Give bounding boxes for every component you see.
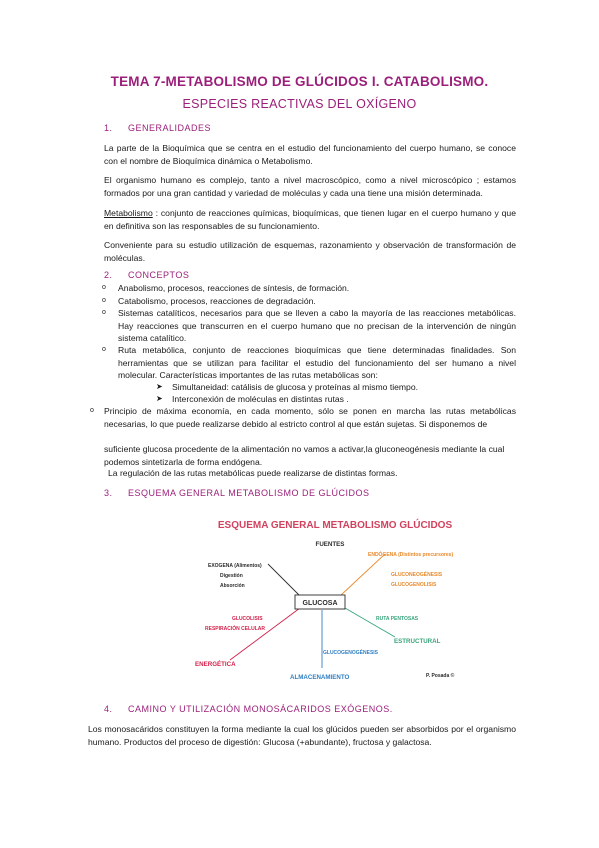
label-glucolisis: GLUCOLISIS — [232, 616, 263, 622]
section-title: ESQUEMA GENERAL METABOLISMO DE GLÚCIDOS — [128, 488, 370, 498]
paragraph: La parte de la Bioquímica que se centra en el estudio del funcionamiento del cuerpo humano, se conoce con el nombre de Bioquímica dinámica o Metabolismo. — [104, 143, 516, 166]
bullet-icon: o — [102, 297, 106, 304]
bullet-icon: o — [90, 407, 94, 414]
paragraph: El organismo humano es complejo, tanto a nivel macroscópico, como a nivel microscópico ; estamos formados por una gran cantidad y variedad de moléculas y cada una tiene una misión determinada. — [104, 175, 516, 198]
metabolism-diagram — [190, 512, 480, 687]
arrow-estructural — [345, 608, 395, 637]
label-gluconeogenesis: GLUCONEOGÉNESIS — [391, 572, 443, 578]
label-glucogenogenesis: GLUCOGENOGÉNESIS — [323, 650, 379, 656]
term-metabolismo: Metabolismo — [104, 208, 153, 218]
paragraph-metabolismo — [104, 207, 516, 232]
section-3-heading — [104, 488, 370, 498]
credit-text: P. Posada © — [426, 673, 455, 679]
label-fuentes: FUENTES — [315, 541, 345, 548]
section-title: CAMINO Y UTILIZACIÓN MONOSÁCARIDOS EXÓGENOS. — [128, 704, 393, 714]
bullet-icon: o — [102, 284, 106, 291]
section-number: 2. — [104, 270, 113, 280]
definition-text: : conjunto de reacciones químicas, bioquímicas, que tienen lugar en el cuerpo humano y que en definitiva son las responsables de su funcionamiento. — [104, 208, 516, 231]
label-estructural: ESTRUCTURAL — [394, 638, 441, 645]
section-4-heading — [104, 704, 393, 714]
label-exogena: EXOGENA (Alimentos) — [208, 563, 262, 569]
section-number: 3. — [104, 488, 113, 498]
label-absorcion: Absorción — [220, 583, 245, 589]
section-1-heading — [104, 123, 211, 133]
label-ruta-pentosas: RUTA PENTOSAS — [376, 616, 419, 622]
label-energetica: ENERGÉTICA — [195, 661, 236, 668]
paragraph: Los monosacáridos constituyen la forma mediante la cual los glúcidos pueden ser absorbidos por el organismo humano. Productos del proceso de digestión: Glucosa (+abundante), fructosa y galactosa. — [88, 724, 516, 747]
section-title: GENERALIDADES — [128, 123, 212, 133]
label-endogena: ENDÓGENA (Distintos precursores) — [368, 552, 454, 558]
sub-list-item: ➤ Simultaneidad: catálisis de glucosa y proteínas al mismo tiempo. — [156, 382, 418, 392]
paragraph: La regulación de las rutas metabólicas puede realizarse de distintas formas. — [108, 468, 398, 478]
diagram-title: ESQUEMA GENERAL METABOLISMO GLÚCIDOS — [217, 520, 453, 531]
arrow-endogena — [340, 554, 385, 596]
page-title: TEMA 7-METABOLISMO DE GLÚCIDOS I. CATABOLISMO. — [110, 74, 489, 89]
section-number: 1. — [104, 123, 113, 133]
section-2-heading — [104, 270, 189, 280]
list-item: o Catabolismo, procesos, reacciones de degradación. — [102, 296, 316, 306]
bullet-icon: o — [102, 309, 106, 316]
paragraph: suficiente glucosa procedente de la alimentación no vamos a activar,la gluconeogénesis mediante la cual podemos sintetizarla de forma endógena. — [104, 444, 505, 467]
list-item: o Anabolismo, procesos, reacciones de síntesis, de formación. — [102, 283, 350, 293]
label-glucosa: GLUCOSA — [302, 600, 338, 607]
page-subtitle: ESPECIES REACTIVAS DEL OXÍGENO — [182, 97, 417, 111]
label-glucogenolisis: GLUCOGENOLISIS — [391, 582, 437, 588]
list-item: o Principio de máxima economía, en cada momento, sólo se ponen en marcha las rutas metabólicas necesarias, lo que puede realizarse debido al estricto control al que están sujetas. Si disponemos de — [90, 406, 516, 429]
section-title: CONCEPTOS — [128, 270, 190, 280]
sub-list-item: ➤ Interconexión de moléculas en distintas rutas . — [156, 394, 349, 404]
arrow-exogena — [268, 564, 300, 596]
paragraph: Conveniente para su estudio utilización de esquemas, razonamiento y observación de transformación de moléculas. — [104, 240, 516, 263]
label-respiracion: RESPIRACIÓN CELULAR — [205, 626, 266, 632]
label-almacenamiento: ALMACENAMIENTO — [290, 674, 350, 681]
list-item: o Ruta metabólica, conjunto de reacciones bioquímicas que tiene determinadas finalidades. Son herramientas que se utilizan para facilitar el estudio del funcionamiento del ser humano a nivel molecular. Características importantes de las rutas metabólicas son: — [102, 345, 516, 381]
list-item: o Sistemas catalíticos, necesarios para que se lleven a cabo la mayoría de las reacciones metabólicas. Hay reacciones que transcurren en el cuerpo humano que no precisan de la intervención de ningún sistema catalítico. — [102, 308, 516, 344]
bullet-icon: o — [102, 346, 106, 353]
arrow-bullet-icon: ➤ — [156, 394, 163, 403]
section-number: 4. — [104, 704, 113, 714]
label-digestion: Digestión — [220, 573, 243, 579]
arrow-bullet-icon: ➤ — [156, 382, 163, 391]
